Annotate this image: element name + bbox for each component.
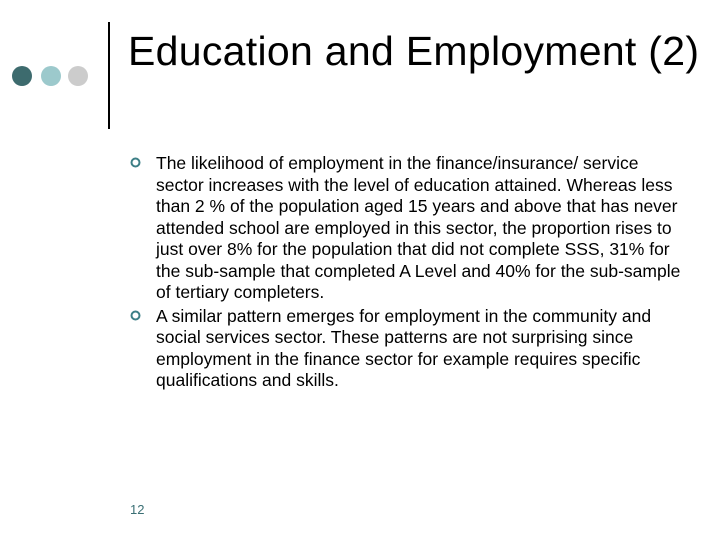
- decorative-dots: [12, 66, 96, 86]
- slide-title: Education and Employment (2): [128, 28, 700, 74]
- bullet-text: The likelihood of employment in the finance/insurance/ service sector increases with the level of education attained. Whereas less than 2 % of the population aged 15 years and above that has never attended school are employed in this sector, the proportion rises to just over 8% for the population that did not complete SSS, 31% for the sub-sample that completed A Level and 40% for the sub-sample of tertiary completers.: [156, 153, 681, 302]
- bullet-item: [130, 306, 690, 392]
- bullet-list: [130, 153, 690, 394]
- ring-bullet-icon: [130, 157, 141, 168]
- ring-bullet-icon: [130, 310, 141, 321]
- title-divider: [108, 22, 110, 129]
- dot-dark-icon: [12, 66, 32, 86]
- slide-number: 12: [130, 502, 145, 517]
- bullet-item: [130, 153, 690, 304]
- bullet-text: A similar pattern emerges for employment in the community and social services sector. These patterns are not surprising since employment in the finance sector for example requires specific qualifications and skills.: [156, 305, 652, 390]
- dot-gray-icon: [68, 66, 88, 86]
- dot-light-teal-icon: [41, 66, 61, 86]
